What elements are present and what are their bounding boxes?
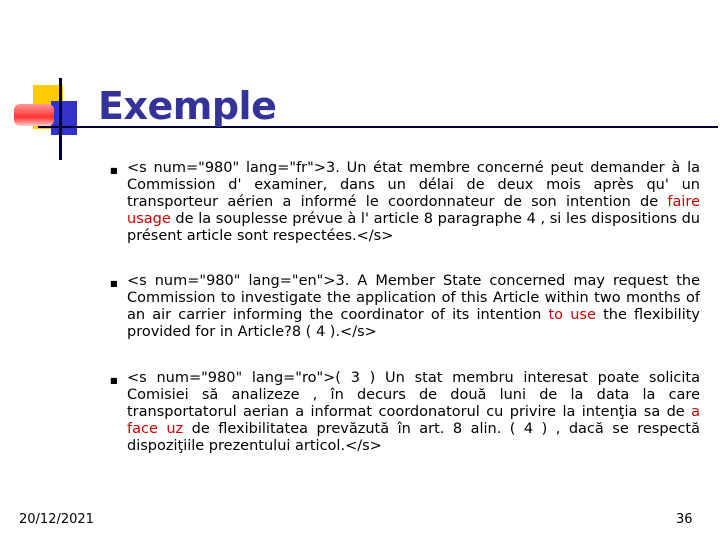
bullet-text — [127, 160, 700, 245]
bullet-text-after: the flexibility provided for in Article?8 ( 4 ).</s> — [127, 307, 700, 340]
bullet-text-before: <s num="980" lang="fr">3. Un état membre concerné peut demander à la Commission d' examiner, dans un délai de deux mois après qu' un transporteur aérien a informé le coordonnateur de son intention de — [127, 160, 700, 210]
bullet-text-after: de flexibilitatea prevăzută în art. 8 alin. ( 4 ) , dacă se respectă dispoziţiile prezentului articol.</s> — [127, 421, 700, 454]
bullet-marker-icon: ■ — [110, 166, 118, 175]
bullet-text-after: de la souplesse prévue à l' article 8 paragraphe 4 , si les dispositions du présent article sont respectées.</s> — [127, 211, 700, 244]
logo-red-block — [14, 104, 54, 126]
bullet-marker-icon: ■ — [110, 376, 118, 385]
bullet-marker-icon: ■ — [110, 279, 118, 288]
bullet-highlight: a face uz — [127, 404, 700, 437]
logo-blue-block — [51, 101, 77, 135]
logo-vertical-line — [59, 78, 62, 160]
bullet-highlight: to use — [548, 307, 596, 323]
bullet-text — [127, 273, 700, 341]
bullet-text-before: <s num="980" lang="en">3. A Member State concerned may request the Commission to investigate the application of this Article within two months of an air carrier informing the coordinator of its intention — [127, 273, 700, 323]
slide-page-number: 36 — [676, 512, 693, 527]
bullet-highlight: faire usage — [127, 194, 700, 227]
bullet-text-before: <s num="980" lang="ro">( 3 ) Un stat membru interesat poate solicita Comisiei să analizeze , în decurs de două luni de la data la care transportatorul aerian a informat coordonatorul cu privire la intenţia sa de — [127, 370, 700, 420]
bullet-text — [127, 370, 700, 455]
slide-title: Exemple — [98, 84, 277, 128]
slide-date: 20/12/2021 — [19, 512, 94, 527]
